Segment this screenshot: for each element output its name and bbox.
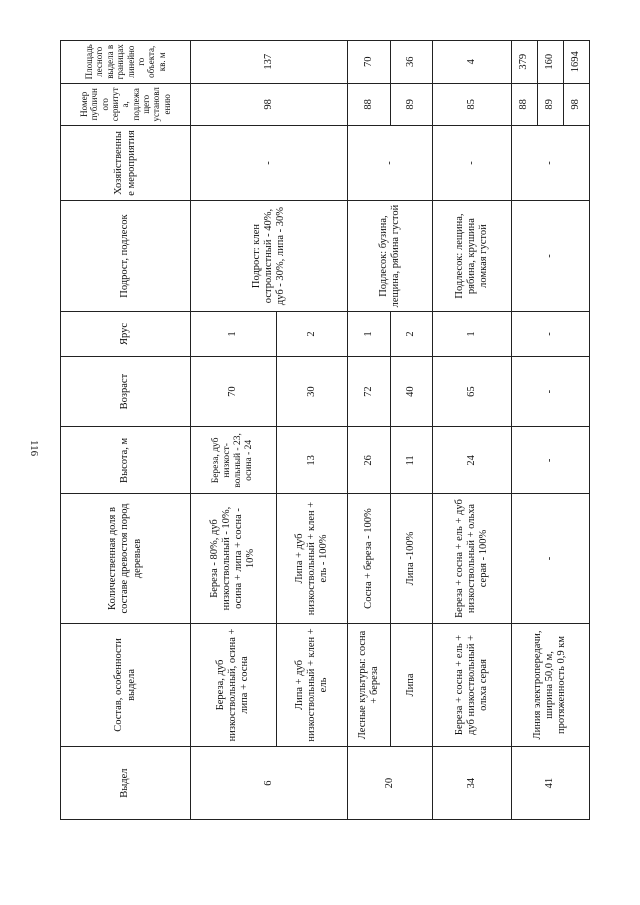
cell-yarus-6-2: 2 bbox=[276, 312, 347, 357]
cell-vydel-6: 6 bbox=[191, 747, 348, 820]
table-header-row bbox=[61, 41, 191, 820]
header-podrost: Подрост, подлесок bbox=[61, 200, 191, 311]
cell-yarus-20-1: 1 bbox=[347, 312, 390, 357]
cell-vysota-20-2: 11 bbox=[390, 427, 433, 494]
cell-sostav-6-2: Липа + дуб низкоствольный + клен + ель bbox=[276, 623, 347, 746]
cell-dolya-20-1: Сосна + береза - 100% bbox=[347, 494, 390, 623]
cell-vydel-34: 34 bbox=[433, 747, 511, 820]
cell-meropriyatiya-20: - bbox=[347, 126, 433, 201]
cell-vysota-6-2: 13 bbox=[276, 427, 347, 494]
cell-servitut-6: 98 bbox=[191, 83, 348, 125]
header-servitut: Номер публичного сервитута, подлежащего установлению bbox=[61, 83, 191, 125]
page-number: 116 bbox=[28, 440, 40, 457]
cell-ploshchad-20-2: 36 bbox=[390, 41, 433, 84]
header-ploshchad: Площадь лесного выдела в границах линейного объекта, кв. м bbox=[61, 41, 191, 84]
cell-yarus-20-2: 2 bbox=[390, 312, 433, 357]
table-row-41-tier-1 bbox=[511, 41, 537, 820]
cell-vozrast-20-2: 40 bbox=[390, 356, 433, 427]
cell-podrost-41: - bbox=[511, 200, 589, 311]
cell-dolya-6-2: Липа + дуб низкоствольный + клен + ель - 100% bbox=[276, 494, 347, 623]
cell-podrost-34: Подлесок: лещина, рябина, крушина ломкая густой bbox=[433, 200, 511, 311]
header-vydel: Выдел bbox=[61, 747, 191, 820]
header-vysota: Высота, м bbox=[61, 427, 191, 494]
cell-ploshchad-41-3: 1694 bbox=[563, 41, 589, 84]
cell-sostav-6-1: Береза, дуб низкоствольный, осина + липа + сосна bbox=[191, 623, 277, 746]
cell-vozrast-34: 65 bbox=[433, 356, 511, 427]
cell-yarus-34: 1 bbox=[433, 312, 511, 357]
cell-ploshchad-6: 137 bbox=[191, 41, 348, 84]
cell-ploshchad-41-1: 379 bbox=[511, 41, 537, 84]
table-row-20-tier-1 bbox=[347, 41, 390, 820]
cell-servitut-41-1: 88 bbox=[511, 83, 537, 125]
cell-vozrast-20-1: 72 bbox=[347, 356, 390, 427]
cell-servitut-41-3: 98 bbox=[563, 83, 589, 125]
cell-servitut-20-2: 89 bbox=[390, 83, 433, 125]
forest-plot-table bbox=[60, 40, 590, 820]
table-row-6-tier-1 bbox=[191, 41, 277, 820]
cell-meropriyatiya-34: - bbox=[433, 126, 511, 201]
cell-podrost-20: Подлесок: бузина, лещина, рябина густой bbox=[347, 200, 433, 311]
table-row-34 bbox=[433, 41, 511, 820]
cell-vysota-20-1: 26 bbox=[347, 427, 390, 494]
cell-servitut-20-1: 88 bbox=[347, 83, 390, 125]
header-sostav: Состав, особенности выдела bbox=[61, 623, 191, 746]
cell-vysota-6-1: Береза, дуб низкост-вольный - 23, осина - 24 bbox=[191, 427, 277, 494]
header-yarus: Ярус bbox=[61, 312, 191, 357]
cell-ploshchad-41-2: 160 bbox=[537, 41, 563, 84]
cell-dolya-41: - bbox=[511, 494, 589, 623]
cell-dolya-20-2: Липа -100% bbox=[390, 494, 433, 623]
cell-dolya-6-1: Береза - 80%, дуб низкоствольный - 10%, осина + липа + сосна - 10% bbox=[191, 494, 277, 623]
cell-yarus-41: - bbox=[511, 312, 589, 357]
cell-vozrast-41: - bbox=[511, 356, 589, 427]
header-meropriyatiya: Хозяйственные мероприятия bbox=[61, 126, 191, 201]
cell-dolya-34: Береза + сосна + ель + дуб низкоствольный + ольха серая - 100% bbox=[433, 494, 511, 623]
cell-servitut-34: 85 bbox=[433, 83, 511, 125]
cell-ploshchad-34: 4 bbox=[433, 41, 511, 84]
header-dolya: Количественная доля в составе древостоя пород деревьев bbox=[61, 494, 191, 623]
cell-podrost-6: Подрост: клен остролистный - 40%, дуб - 30%, липа - 30% bbox=[191, 200, 348, 311]
cell-sostav-34: Береза + сосна + ель + дуб низкоствольный + ольха серая bbox=[433, 623, 511, 746]
cell-sostav-20-1: Лесные культуры: сосна + береза bbox=[347, 623, 390, 746]
cell-vydel-20: 20 bbox=[347, 747, 433, 820]
cell-meropriyatiya-41: - bbox=[511, 126, 589, 201]
cell-sostav-20-2: Липа bbox=[390, 623, 433, 746]
cell-vozrast-6-1: 70 bbox=[191, 356, 277, 427]
cell-vysota-34: 24 bbox=[433, 427, 511, 494]
cell-meropriyatiya-6: - bbox=[191, 126, 348, 201]
cell-ploshchad-20-1: 70 bbox=[347, 41, 390, 84]
forest-plot-table-rotated bbox=[60, 40, 590, 820]
cell-yarus-6-1: 1 bbox=[191, 312, 277, 357]
cell-servitut-41-2: 89 bbox=[537, 83, 563, 125]
cell-vydel-41: 41 bbox=[511, 747, 589, 820]
header-vozrast: Возраст bbox=[61, 356, 191, 427]
cell-sostav-41: Линия электропередачи, ширина 50,0 м, протяженность 0,9 км bbox=[511, 623, 589, 746]
cell-vozrast-6-2: 30 bbox=[276, 356, 347, 427]
cell-vysota-41: - bbox=[511, 427, 589, 494]
